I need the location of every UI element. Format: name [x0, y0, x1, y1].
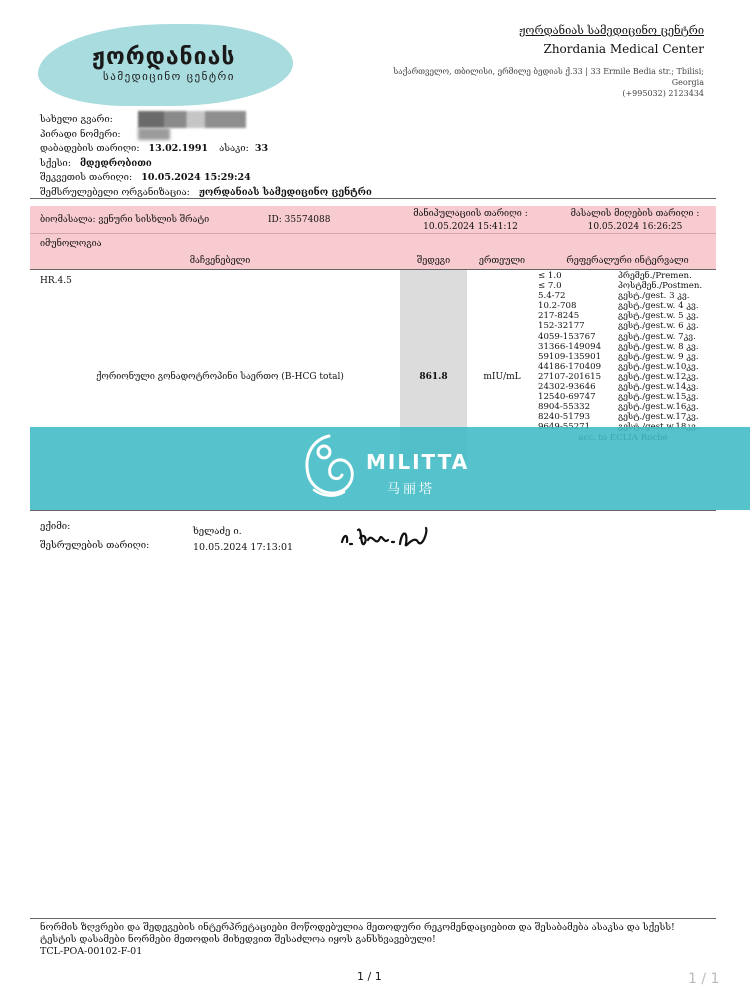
- receive-label: მასალის მიღების თარიღი :: [570, 209, 700, 219]
- doctor-label: ექიმი:: [40, 521, 71, 532]
- ref-range-period: გესტ./gest.w. 5 კვ.: [618, 311, 699, 322]
- biomaterial: ბიომასალა: ვენური სისხლის შრატი: [40, 215, 210, 225]
- logo-subtitle: სამედიცინო ცენტრი: [103, 70, 235, 83]
- clinic-address: [364, 66, 704, 99]
- clinic-name-georgian: ჟორდანიას სამედიცინო ცენტრი: [518, 24, 704, 37]
- ref-range-row: [538, 291, 708, 301]
- doctor-name: ხელაძე ი.: [193, 526, 242, 537]
- bottom-rule: [30, 510, 716, 511]
- order-row: [40, 171, 372, 186]
- test-name: ქორიონული გონადოტროპინი საერთო (B-HCG total): [96, 372, 344, 382]
- order-label: შეკვეთის თარიღი:: [40, 172, 133, 183]
- ref-range-row: [538, 281, 708, 291]
- col-indicator: მაჩვენებელი: [189, 256, 251, 266]
- org-label: შემსრულებელი ორგანიზაცია:: [40, 186, 190, 198]
- manip-date: 10.05.2024 15:41:12: [423, 222, 518, 232]
- col-unit: ერთეული: [478, 256, 526, 266]
- footer-line-2: ტესტის დასამები ნორმები მეთოდის მიხედვით შესაძლოა იყოს განსხვავებული!: [40, 934, 436, 945]
- ref-range-row: [538, 362, 708, 372]
- watermark-cn: 马丽塔: [387, 482, 436, 497]
- ref-range-row: [538, 382, 708, 392]
- phone-line: (+995032) 2123434: [622, 89, 704, 98]
- reference-ranges: [538, 271, 708, 443]
- specimen-id: ID: 35574088: [268, 215, 331, 225]
- ref-range-period: გესტ./gest.w.10კვ.: [618, 361, 699, 372]
- logo-title: ჟორდანიას: [92, 44, 236, 70]
- ref-range-row: [538, 321, 708, 331]
- ref-range-row: [538, 342, 708, 352]
- ref-range-row: [538, 372, 708, 382]
- ref-range-value: 27107-201615: [538, 371, 602, 382]
- dob-row: [40, 142, 372, 157]
- ref-range-period: გესტ./gest. 3 კვ.: [618, 291, 690, 302]
- ref-range-value: 8904-55332: [538, 402, 591, 413]
- ref-range-period: გესტ./gest.w.12კვ.: [618, 371, 699, 382]
- militta-logo-icon: [300, 432, 358, 502]
- ref-range-period: პრემენ./Premen.: [618, 271, 692, 281]
- ref-range-value: 10.2-708: [538, 301, 577, 312]
- id-row: [40, 128, 372, 143]
- ref-range-row: [538, 311, 708, 321]
- ref-range-value: 24302-93646: [538, 382, 596, 393]
- ref-range-row: [538, 352, 708, 362]
- done-label: შესრულების თარიღი:: [40, 540, 150, 551]
- ref-range-value: 59109-135901: [538, 351, 602, 362]
- ref-range-period: გესტ./gest.w.16კვ.: [618, 402, 699, 413]
- ref-range-row: [538, 402, 708, 412]
- viewer-page-indicator: 1 / 1: [688, 971, 720, 987]
- ref-range-value: ≤ 7.0: [538, 281, 562, 292]
- receive-date: 10.05.2024 16:26:25: [587, 222, 683, 232]
- ref-range-period: გესტ./gest.w. 6 კვ.: [618, 321, 699, 332]
- footer-line-1: ნორმის ზღვრები და შედეგების ინტერპრეტაციები მოწოდებულია მეთოდური რეკომენდაციებით და შესაბამება ასაკსა და სქესს!: [40, 922, 675, 933]
- ref-range-row: [538, 301, 708, 311]
- ref-range-value: 44186-170409: [538, 361, 602, 372]
- done-date: 10.05.2024 17:13:01: [193, 542, 294, 553]
- footer-rule: [30, 918, 716, 919]
- clinic-name-english: Zhordania Medical Center: [543, 42, 704, 56]
- sex-row: [40, 157, 372, 172]
- dob-value: 13.02.1991: [148, 143, 209, 154]
- ref-range-period: გესტ./gest.w.17კვ.: [618, 412, 699, 423]
- col-result: შედეგი: [416, 256, 451, 266]
- test-unit: mIU/mL: [483, 372, 521, 382]
- ref-range-value: 8240-51793: [538, 412, 591, 423]
- col-ref: რეფერალური ინტერვალი: [566, 256, 689, 266]
- watermark-name: MILITTA: [366, 450, 470, 474]
- age-value: 33: [254, 143, 269, 154]
- ref-range-period: გესტ./gest.w.14კვ.: [618, 382, 699, 393]
- top-rule: [30, 198, 716, 199]
- ref-range-period: გესტ./gest.w. 4 კვ.: [618, 301, 699, 312]
- ref-range-row: [538, 271, 708, 281]
- ref-range-value: 5.4-72: [538, 291, 566, 302]
- footer: [40, 922, 675, 958]
- ref-range-row: [538, 412, 708, 422]
- ref-range-period: გესტ./gest.w. 9 კვ.: [618, 351, 699, 362]
- test-code: HR.4.5: [40, 276, 72, 286]
- header-rule: [30, 269, 716, 270]
- footer-code: TCL-POA-00102-F-01: [40, 946, 143, 957]
- sex-label: სქესი:: [40, 157, 71, 169]
- dob-label: დაბადების თარიღი:: [40, 143, 140, 154]
- order-value: 10.05.2024 15:29:24: [141, 172, 251, 183]
- ref-range-row: [538, 332, 708, 342]
- ref-range-period: პოსტმენ./Postmen.: [618, 281, 703, 292]
- ref-range-value: ≤ 1.0: [538, 271, 562, 281]
- org-value: ჟორდანიას სამედიცინო ცენტრი: [198, 186, 372, 198]
- ref-range-value: 4059-153767: [538, 331, 596, 342]
- test-result: 861.8: [419, 372, 448, 382]
- ref-range-value: 152-32177: [538, 321, 585, 332]
- ref-range-row: [538, 392, 708, 402]
- ref-range-value: 31366-149094: [538, 341, 602, 352]
- ref-range-value: 217-8245: [538, 311, 580, 322]
- sex-value: მდედრობითი: [79, 157, 152, 169]
- band-divider: [30, 233, 716, 234]
- page-number: 1 / 1: [357, 970, 382, 983]
- name-label: სახელი გვარი:: [40, 114, 113, 125]
- address-line: საქართველო, თბილისი, ერმილე ბედიას ქ.33 | 33 Ermile Bedia str.; Tbilisi; Georgia: [393, 67, 704, 87]
- section-title: იმუნოლოგია: [40, 239, 102, 249]
- age-label: ასაკი:: [219, 143, 249, 154]
- id-label: პირადი ნომერი:: [40, 128, 121, 140]
- ref-range-value: 12540-69747: [538, 392, 596, 403]
- ref-range-period: გესტ./gest.w. 8 კვ.: [618, 341, 699, 352]
- ref-range-period: გესტ./gest.w.15კვ.: [618, 392, 699, 403]
- ref-range-period: გესტ./gest.w. 7კვ.: [618, 331, 696, 342]
- redacted-id: [138, 128, 170, 140]
- redacted-name: [138, 111, 246, 128]
- signature-image: [338, 520, 438, 554]
- manip-label: მანიპულაციის თარიღი :: [413, 209, 528, 219]
